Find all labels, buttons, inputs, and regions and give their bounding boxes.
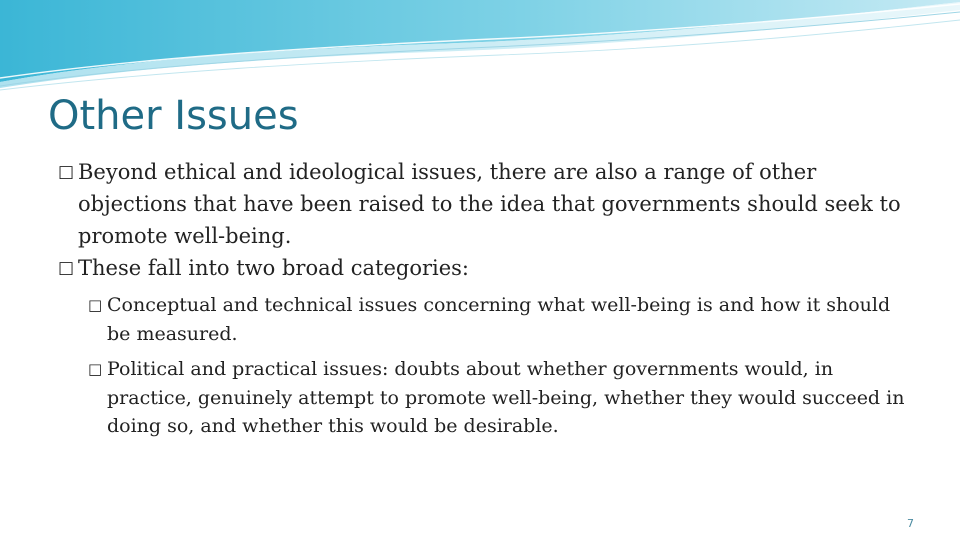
bullet-item (58, 252, 918, 284)
bullet-text: Beyond ethical and ideological issues, there are also a range of other objections that have been raised to the idea that governments should seek to promote well-being. (78, 160, 901, 248)
missing-glyph-box-icon: □ (58, 258, 75, 278)
bullet-text: These fall into two broad categories: (78, 256, 470, 280)
bullet-list (58, 156, 918, 441)
missing-glyph-box-icon: □ (58, 162, 75, 182)
sub-bullet-item (88, 355, 918, 441)
header-wave-decoration (0, 0, 960, 100)
slide-title: Other Issues (48, 93, 299, 139)
bullet-item (58, 156, 918, 252)
sub-bullet-item (88, 291, 918, 348)
sub-bullet-text: Political and practical issues: doubts about whether governments would, in practice, genuinely attempt to promote well-being, whether they would succeed in doing so, and whether this would be desirable. (107, 358, 905, 437)
missing-glyph-box-icon: □ (88, 296, 103, 314)
page-number: 7 (907, 517, 914, 530)
missing-glyph-box-icon: □ (88, 360, 103, 378)
sub-bullet-text: Conceptual and technical issues concerning what well-being is and how it should be measured. (107, 294, 891, 345)
